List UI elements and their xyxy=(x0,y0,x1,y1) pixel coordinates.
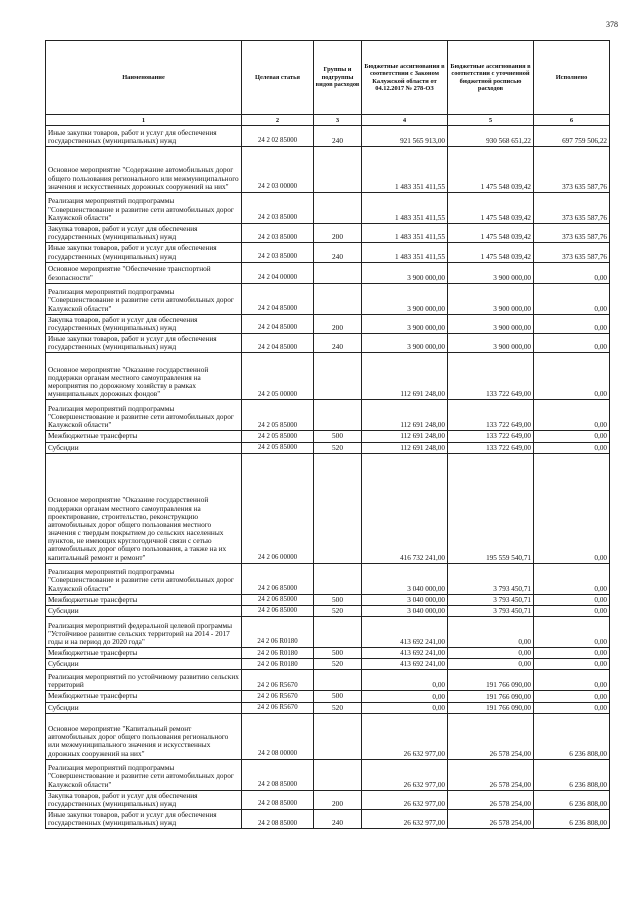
table-row xyxy=(46,713,610,759)
budget-allocation: 3 793 450,71 xyxy=(448,605,534,616)
executed-amount: 6 236 808,00 xyxy=(534,759,610,790)
executed-amount: 373 635 587,76 xyxy=(534,243,610,262)
row-name: Закупка товаров, работ и услуг для обеспечения государственных (муниципальных) нужд xyxy=(46,314,242,333)
budget-allocation: 191 766 090,00 xyxy=(448,691,534,702)
table-row xyxy=(46,314,610,333)
budget-allocation: 195 559 540,71 xyxy=(448,453,534,563)
target-article: 24 2 06 85000 xyxy=(242,605,314,616)
executed-amount: 373 635 587,76 xyxy=(534,147,610,193)
target-article: 24 2 06 R0180 xyxy=(242,617,314,648)
column-header: Группы и подгруппы видов расходов xyxy=(314,41,362,115)
table-row xyxy=(46,147,610,193)
target-article: 24 2 08 85000 xyxy=(242,810,314,829)
expense-group: 500 xyxy=(314,594,362,605)
budget-allocation: 3 793 450,71 xyxy=(448,594,534,605)
executed-amount: 0,00 xyxy=(534,262,610,283)
row-name: Закупка товаров, работ и услуг для обеспечения государственных (муниципальных) нужд xyxy=(46,790,242,809)
expense-group: 520 xyxy=(314,605,362,616)
budget-allocation: 0,00 xyxy=(448,659,534,670)
table-row xyxy=(46,659,610,670)
row-name: Субсидии xyxy=(46,442,242,453)
executed-amount: 0,00 xyxy=(534,563,610,594)
row-name: Иные закупки товаров, работ и услуг для обеспечения государственных (муниципальных) нужд xyxy=(46,810,242,829)
row-name: Межбюджетные трансферты xyxy=(46,648,242,659)
expense-group xyxy=(314,400,362,431)
budget-allocation: 26 578 254,00 xyxy=(448,790,534,809)
law-allocation: 26 632 977,00 xyxy=(362,810,448,829)
row-name: Межбюджетные трансферты xyxy=(46,594,242,605)
expense-group xyxy=(314,147,362,193)
target-article: 24 2 05 85000 xyxy=(242,431,314,442)
header-row xyxy=(46,41,610,115)
column-header: Наименование xyxy=(46,41,242,115)
table-row xyxy=(46,702,610,713)
column-number: 1 xyxy=(46,115,242,126)
law-allocation: 26 632 977,00 xyxy=(362,713,448,759)
expense-group: 520 xyxy=(314,702,362,713)
expense-group xyxy=(314,283,362,314)
column-header: Бюджетные ассигнования в соответствии с уточненной бюджетной росписью расходов xyxy=(448,41,534,115)
target-article: 24 2 06 R5670 xyxy=(242,702,314,713)
table-row xyxy=(46,810,610,829)
table-row xyxy=(46,334,610,353)
executed-amount: 0,00 xyxy=(534,334,610,353)
budget-allocation: 1 475 548 039,42 xyxy=(448,243,534,262)
table-row xyxy=(46,605,610,616)
page-number: 378 xyxy=(606,20,618,29)
budget-allocation: 133 722 649,00 xyxy=(448,353,534,400)
budget-allocation: 133 722 649,00 xyxy=(448,400,534,431)
column-header: Исполнено xyxy=(534,41,610,115)
executed-amount: 0,00 xyxy=(534,691,610,702)
law-allocation: 112 691 248,00 xyxy=(362,431,448,442)
law-allocation: 921 565 913,00 xyxy=(362,126,448,147)
table-row xyxy=(46,453,610,563)
target-article: 24 2 03 85000 xyxy=(242,224,314,243)
row-name: Субсидии xyxy=(46,659,242,670)
budget-allocation: 26 578 254,00 xyxy=(448,713,534,759)
row-name: Межбюджетные трансферты xyxy=(46,691,242,702)
target-article: 24 2 04 85000 xyxy=(242,334,314,353)
executed-amount: 6 236 808,00 xyxy=(534,790,610,809)
budget-allocation: 3 793 450,71 xyxy=(448,563,534,594)
target-article: 24 2 04 00000 xyxy=(242,262,314,283)
budget-allocation: 191 766 090,00 xyxy=(448,702,534,713)
law-allocation: 0,00 xyxy=(362,670,448,691)
law-allocation: 1 483 351 411,55 xyxy=(362,193,448,224)
row-name: Закупка товаров, работ и услуг для обеспечения государственных (муниципальных) нужд xyxy=(46,224,242,243)
law-allocation: 3 040 000,00 xyxy=(362,563,448,594)
law-allocation: 26 632 977,00 xyxy=(362,759,448,790)
table-row xyxy=(46,353,610,400)
table-row xyxy=(46,224,610,243)
table-row xyxy=(46,243,610,262)
target-article: 24 2 04 85000 xyxy=(242,283,314,314)
table-row xyxy=(46,126,610,147)
law-allocation: 3 040 000,00 xyxy=(362,605,448,616)
budget-allocation: 3 900 000,00 xyxy=(448,314,534,333)
table-row xyxy=(46,691,610,702)
target-article: 24 2 03 85000 xyxy=(242,193,314,224)
target-article: 24 2 02 85000 xyxy=(242,126,314,147)
executed-amount: 373 635 587,76 xyxy=(534,224,610,243)
budget-allocation: 133 722 649,00 xyxy=(448,442,534,453)
law-allocation: 3 900 000,00 xyxy=(362,283,448,314)
executed-amount: 0,00 xyxy=(534,431,610,442)
executed-amount: 0,00 xyxy=(534,353,610,400)
table-row xyxy=(46,262,610,283)
executed-amount: 373 635 587,76 xyxy=(534,193,610,224)
table-row xyxy=(46,193,610,224)
executed-amount: 0,00 xyxy=(534,314,610,333)
target-article: 24 2 06 R5670 xyxy=(242,670,314,691)
budget-allocation: 3 900 000,00 xyxy=(448,334,534,353)
law-allocation: 112 691 248,00 xyxy=(362,442,448,453)
executed-amount: 0,00 xyxy=(534,670,610,691)
expense-group: 240 xyxy=(314,243,362,262)
budget-table xyxy=(45,40,610,829)
expense-group: 240 xyxy=(314,334,362,353)
executed-amount: 0,00 xyxy=(534,605,610,616)
budget-allocation: 0,00 xyxy=(448,648,534,659)
target-article: 24 2 08 85000 xyxy=(242,759,314,790)
table-row xyxy=(46,759,610,790)
law-allocation: 413 692 241,00 xyxy=(362,659,448,670)
law-allocation: 416 732 241,00 xyxy=(362,453,448,563)
expense-group: 200 xyxy=(314,314,362,333)
row-name: Реализация мероприятий по устойчивому развитию сельских территорий xyxy=(46,670,242,691)
expense-group xyxy=(314,617,362,648)
budget-allocation: 3 900 000,00 xyxy=(448,283,534,314)
law-allocation: 3 900 000,00 xyxy=(362,334,448,353)
executed-amount: 697 759 506,22 xyxy=(534,126,610,147)
row-name: Основное мероприятие "Обеспечение транспортной безопасности" xyxy=(46,262,242,283)
law-allocation: 26 632 977,00 xyxy=(362,790,448,809)
table-row xyxy=(46,670,610,691)
target-article: 24 2 05 00000 xyxy=(242,353,314,400)
budget-allocation: 26 578 254,00 xyxy=(448,810,534,829)
target-article: 24 2 06 R0180 xyxy=(242,648,314,659)
expense-group xyxy=(314,353,362,400)
table-row xyxy=(46,563,610,594)
row-name: Реализация мероприятий подпрограммы "Совершенствование и развитие сети автомобильных дорог Калужской области" xyxy=(46,400,242,431)
row-name: Основное мероприятие "Капитальный ремонт автомобильных дорог общего пользования регионального или межмуниципального значения и искусственных дорожных сооружений на них" xyxy=(46,713,242,759)
column-header: Целевая статья xyxy=(242,41,314,115)
budget-allocation: 1 475 548 039,42 xyxy=(448,193,534,224)
expense-group: 240 xyxy=(314,810,362,829)
target-article: 24 2 08 85000 xyxy=(242,790,314,809)
budget-allocation: 1 475 548 039,42 xyxy=(448,147,534,193)
column-number-row xyxy=(46,115,610,126)
table-row xyxy=(46,648,610,659)
executed-amount: 0,00 xyxy=(534,400,610,431)
executed-amount: 0,00 xyxy=(534,283,610,314)
law-allocation: 413 692 241,00 xyxy=(362,617,448,648)
row-name: Основное мероприятие "Содержание автомобильных дорог общего пользования регионального или межмуниципального значения и искусственных дорожных сооружений на них" xyxy=(46,147,242,193)
row-name: Субсидии xyxy=(46,702,242,713)
table-row xyxy=(46,400,610,431)
column-number: 3 xyxy=(314,115,362,126)
column-number: 2 xyxy=(242,115,314,126)
expense-group xyxy=(314,262,362,283)
executed-amount: 0,00 xyxy=(534,617,610,648)
row-name: Основное мероприятие "Оказание государственной поддержки органам местного самоуправления на мероприятия по дорожному хозяйству в рамках муниципальных дорожных фондов" xyxy=(46,353,242,400)
row-name: Иные закупки товаров, работ и услуг для обеспечения государственных (муниципальных) нужд xyxy=(46,126,242,147)
executed-amount: 0,00 xyxy=(534,453,610,563)
expense-group xyxy=(314,193,362,224)
budget-allocation: 0,00 xyxy=(448,617,534,648)
row-name: Основное мероприятие "Оказание государственной поддержки органам местного самоуправления на проектирование, строительство, реконструкцию автомобильных дорог общего пользования местного значения с твердым покрытием до сельских населенных пунктов, не имеющих круглогодичной связи с сетью автомобильных дорог общего пользования, а также на их капитальный ремонт и ремонт" xyxy=(46,453,242,563)
executed-amount: 0,00 xyxy=(534,702,610,713)
law-allocation: 0,00 xyxy=(362,691,448,702)
row-name: Реализация мероприятий подпрограммы "Совершенствование и развитие сети автомобильных дорог Калужской области" xyxy=(46,283,242,314)
expense-group xyxy=(314,453,362,563)
row-name: Реализация мероприятий федеральной целевой программы "Устойчивое развитие сельских территорий на 2014 - 2017 годы и на период до 2020 года" xyxy=(46,617,242,648)
table-row xyxy=(46,617,610,648)
executed-amount: 6 236 808,00 xyxy=(534,810,610,829)
executed-amount: 0,00 xyxy=(534,648,610,659)
target-article: 24 2 04 85000 xyxy=(242,314,314,333)
expense-group: 520 xyxy=(314,442,362,453)
expense-group: 520 xyxy=(314,659,362,670)
table-row xyxy=(46,790,610,809)
expense-group xyxy=(314,670,362,691)
table-row xyxy=(46,283,610,314)
law-allocation: 3 900 000,00 xyxy=(362,314,448,333)
budget-allocation: 191 766 090,00 xyxy=(448,670,534,691)
table-row xyxy=(46,594,610,605)
row-name: Межбюджетные трансферты xyxy=(46,431,242,442)
target-article: 24 2 03 85000 xyxy=(242,243,314,262)
budget-allocation: 930 568 651,22 xyxy=(448,126,534,147)
row-name: Реализация мероприятий подпрограммы "Совершенствование и развитие сети автомобильных дорог Калужской области" xyxy=(46,759,242,790)
target-article: 24 2 06 R5670 xyxy=(242,691,314,702)
law-allocation: 3 040 000,00 xyxy=(362,594,448,605)
column-header: Бюджетные ассигнования в соответствии с Законом Калужской области от 04.12.2017 № 278-ОЗ xyxy=(362,41,448,115)
row-name: Субсидии xyxy=(46,605,242,616)
target-article: 24 2 03 00000 xyxy=(242,147,314,193)
target-article: 24 2 08 00000 xyxy=(242,713,314,759)
executed-amount: 0,00 xyxy=(534,594,610,605)
expense-group: 500 xyxy=(314,431,362,442)
expense-group: 240 xyxy=(314,126,362,147)
target-article: 24 2 06 85000 xyxy=(242,594,314,605)
expense-group: 500 xyxy=(314,648,362,659)
table-row xyxy=(46,431,610,442)
target-article: 24 2 06 85000 xyxy=(242,563,314,594)
target-article: 24 2 05 85000 xyxy=(242,442,314,453)
law-allocation: 3 900 000,00 xyxy=(362,262,448,283)
column-number: 6 xyxy=(534,115,610,126)
expense-group xyxy=(314,759,362,790)
target-article: 24 2 06 R0180 xyxy=(242,659,314,670)
law-allocation: 112 691 248,00 xyxy=(362,400,448,431)
row-name: Реализация мероприятий подпрограммы "Совершенствование и развитие сети автомобильных дорог Калужской области" xyxy=(46,563,242,594)
executed-amount: 6 236 808,00 xyxy=(534,713,610,759)
law-allocation: 1 483 351 411,55 xyxy=(362,224,448,243)
law-allocation: 1 483 351 411,55 xyxy=(362,147,448,193)
expense-group xyxy=(314,563,362,594)
row-name: Иные закупки товаров, работ и услуг для обеспечения государственных (муниципальных) нужд xyxy=(46,334,242,353)
row-name: Иные закупки товаров, работ и услуг для обеспечения государственных (муниципальных) нужд xyxy=(46,243,242,262)
budget-allocation: 3 900 000,00 xyxy=(448,262,534,283)
law-allocation: 1 483 351 411,55 xyxy=(362,243,448,262)
target-article: 24 2 06 00000 xyxy=(242,453,314,563)
table-row xyxy=(46,442,610,453)
column-number: 5 xyxy=(448,115,534,126)
expense-group: 200 xyxy=(314,790,362,809)
budget-allocation: 26 578 254,00 xyxy=(448,759,534,790)
law-allocation: 413 692 241,00 xyxy=(362,648,448,659)
expense-group: 200 xyxy=(314,224,362,243)
budget-allocation: 133 722 649,00 xyxy=(448,431,534,442)
executed-amount: 0,00 xyxy=(534,659,610,670)
column-number: 4 xyxy=(362,115,448,126)
budget-allocation: 1 475 548 039,42 xyxy=(448,224,534,243)
row-name: Реализация мероприятий подпрограммы "Совершенствование и развитие сети автомобильных дорог Калужской области" xyxy=(46,193,242,224)
target-article: 24 2 05 85000 xyxy=(242,400,314,431)
expense-group: 500 xyxy=(314,691,362,702)
law-allocation: 112 691 248,00 xyxy=(362,353,448,400)
law-allocation: 0,00 xyxy=(362,702,448,713)
expense-group xyxy=(314,713,362,759)
executed-amount: 0,00 xyxy=(534,442,610,453)
